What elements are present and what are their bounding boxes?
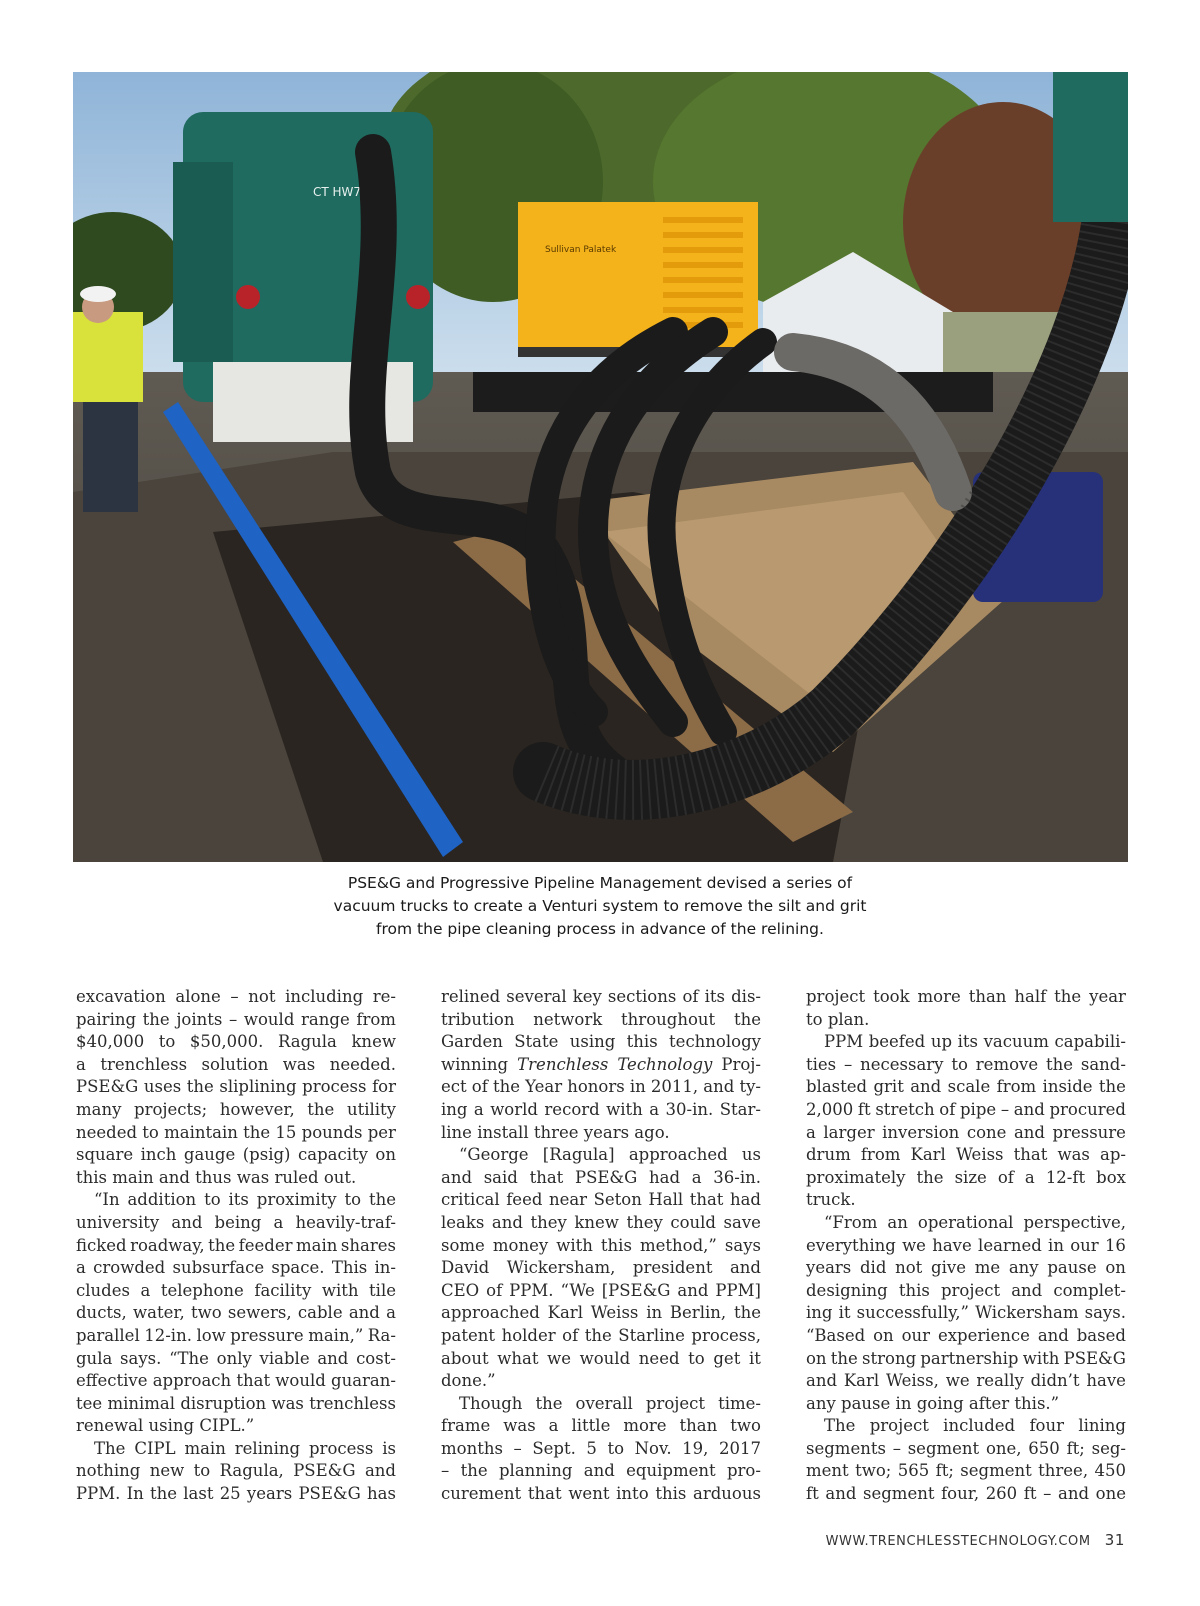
text-line: $40,000 to $50,000. Ragula knew: [76, 1032, 396, 1052]
text-line: “George [Ragula] approached us: [459, 1145, 761, 1165]
text-line: and said that PSE&G had a 36-in.: [441, 1167, 761, 1187]
text-line: gula says. “The only viable and cost-: [76, 1348, 396, 1368]
text-line: drum from Karl Weiss that was ap-: [806, 1145, 1126, 1165]
text-line: this main and thus was ruled out.: [76, 1167, 357, 1187]
text-line: frame was a little more than two: [441, 1416, 761, 1436]
text-line: Garden State using this technology: [441, 1032, 761, 1052]
article-column-3: [806, 986, 1126, 1506]
text-line: “From an operational perspective,: [824, 1212, 1126, 1232]
text-line: project took more than half the year: [806, 987, 1126, 1006]
text-line: excavation alone – not including re-: [76, 987, 396, 1006]
text-line: patent holder of the Starline process,: [441, 1325, 761, 1345]
text-line: pairing the joints – would range from: [76, 1009, 396, 1029]
text-line: parallel 12-in. low pressure main,” Ra-: [76, 1325, 396, 1345]
text-line: “In addition to its proximity to the: [94, 1190, 396, 1210]
caption-line: from the pipe cleaning process in advance of the relining.: [376, 920, 824, 938]
text-line: ducts, water, two sewers, cable and a: [76, 1303, 396, 1323]
text-line: years did not give me any pause on: [806, 1258, 1126, 1278]
text-line: university and being a heavily-traf-: [76, 1212, 396, 1232]
text-line: some money with this method,” says: [441, 1235, 761, 1255]
text-line: PPM beefed up its vacuum capabili-: [824, 1032, 1126, 1052]
text-line: ing it successfully,” Wickersham says.: [806, 1303, 1126, 1323]
text-line: square inch gauge (psig) capacity on: [76, 1145, 396, 1165]
text-line: approached Karl Weiss in Berlin, the: [441, 1303, 761, 1323]
text-line: effective approach that would guaran-: [76, 1371, 396, 1391]
text-line: any pause in going after this.”: [806, 1393, 1060, 1413]
text-line: designing this project and complet-: [806, 1280, 1126, 1300]
text-line: a crowded subsurface space. This in-: [76, 1258, 396, 1278]
text-line: – the planning and equipment pro-: [441, 1461, 761, 1481]
text-line: truck.: [806, 1190, 856, 1210]
page-number: 31: [1104, 1531, 1125, 1549]
text-line: The CIPL main relining process is: [94, 1438, 396, 1458]
text-line: 2,000 ft stretch of pipe – and procured: [806, 1099, 1126, 1119]
text-line: curement that went into this arduous: [441, 1484, 761, 1504]
text-line: to plan.: [806, 1009, 870, 1029]
footer-url[interactable]: WWW.TRENCHLESSTECHNOLOGY.COM: [825, 1534, 1091, 1549]
text-line: done.”: [441, 1371, 496, 1391]
text-line: ing a world record with a 30-in. Star-: [441, 1099, 761, 1119]
text-line: segments – segment one, 650 ft; seg-: [806, 1438, 1126, 1458]
text-line: cludes a telephone facility with tile: [76, 1280, 396, 1300]
caption-line: PSE&G and Progressive Pipeline Management devised a series of: [347, 874, 853, 892]
text-line: relined several key sections of its dis-: [441, 987, 761, 1006]
text-line: critical feed near Seton Hall that had: [441, 1190, 761, 1210]
text-line: nothing new to Ragula, PSE&G and: [76, 1461, 396, 1481]
text-line: Though the overall project time-: [459, 1393, 761, 1413]
text-line: proximately the size of a 12-ft box: [806, 1167, 1126, 1187]
text-line: a larger inversion cone and pressure: [806, 1122, 1126, 1142]
text-line: ties – necessary to remove the sand-: [806, 1054, 1126, 1074]
text-line: PPM. In the last 25 years PSE&G has: [76, 1484, 396, 1504]
text-line: “Based on our experience and based: [806, 1325, 1126, 1345]
text-line: ft and segment four, 260 ft – and one: [806, 1484, 1126, 1504]
photo-illustration: [73, 72, 1128, 862]
feature-photo: [73, 72, 1128, 862]
text-line: ment two; 565 ft; segment three, 450: [806, 1461, 1126, 1481]
text-line: line install three years ago.: [441, 1122, 670, 1142]
text-line: renewal using CIPL.”: [76, 1416, 255, 1436]
truck-label: CT HW7: [313, 185, 362, 199]
text-line: months – Sept. 5 to Nov. 19, 2017: [441, 1438, 761, 1458]
text-line: ect of the Year honors in 2011, and ty-: [441, 1077, 761, 1097]
text-line: many projects; however, the utility: [76, 1099, 396, 1119]
text-line: tribution network throughout the: [441, 1009, 761, 1029]
article-column-2: [441, 986, 761, 1506]
text-line: The project included four lining: [824, 1416, 1126, 1436]
photo-caption: [200, 872, 1000, 941]
text-line: a trenchless solution was needed.: [76, 1054, 396, 1074]
text-line: blasted grit and scale from inside the: [806, 1077, 1126, 1097]
text-line: PSE&G uses the sliplining process for: [76, 1077, 396, 1097]
caption-line: vacuum trucks to create a Venturi system to remove the silt and grit: [333, 897, 867, 915]
text-line: and Karl Weiss, we really didn’t have: [806, 1371, 1126, 1391]
text-line: David Wickersham, president and: [441, 1258, 761, 1278]
text-line: on the strong partnership with PSE&G: [806, 1348, 1126, 1368]
text-line: ficked roadway, the feeder main shares: [76, 1235, 396, 1255]
text-line: winning Trenchless Technology Proj-: [441, 1054, 761, 1074]
page-footer: [795, 1531, 1125, 1549]
compressor-brand: Sullivan Palatek: [545, 245, 617, 255]
article-column-1: [76, 986, 396, 1506]
text-line: needed to maintain the 15 pounds per: [76, 1122, 396, 1142]
text-line: leaks and they knew they could save: [441, 1212, 761, 1232]
text-line: about what we would need to get it: [441, 1348, 761, 1368]
text-line: everything we have learned in our 16: [806, 1235, 1126, 1255]
text-line: CEO of PPM. “We [PSE&G and PPM]: [441, 1280, 761, 1300]
text-line: tee minimal disruption was trenchless: [76, 1393, 396, 1413]
